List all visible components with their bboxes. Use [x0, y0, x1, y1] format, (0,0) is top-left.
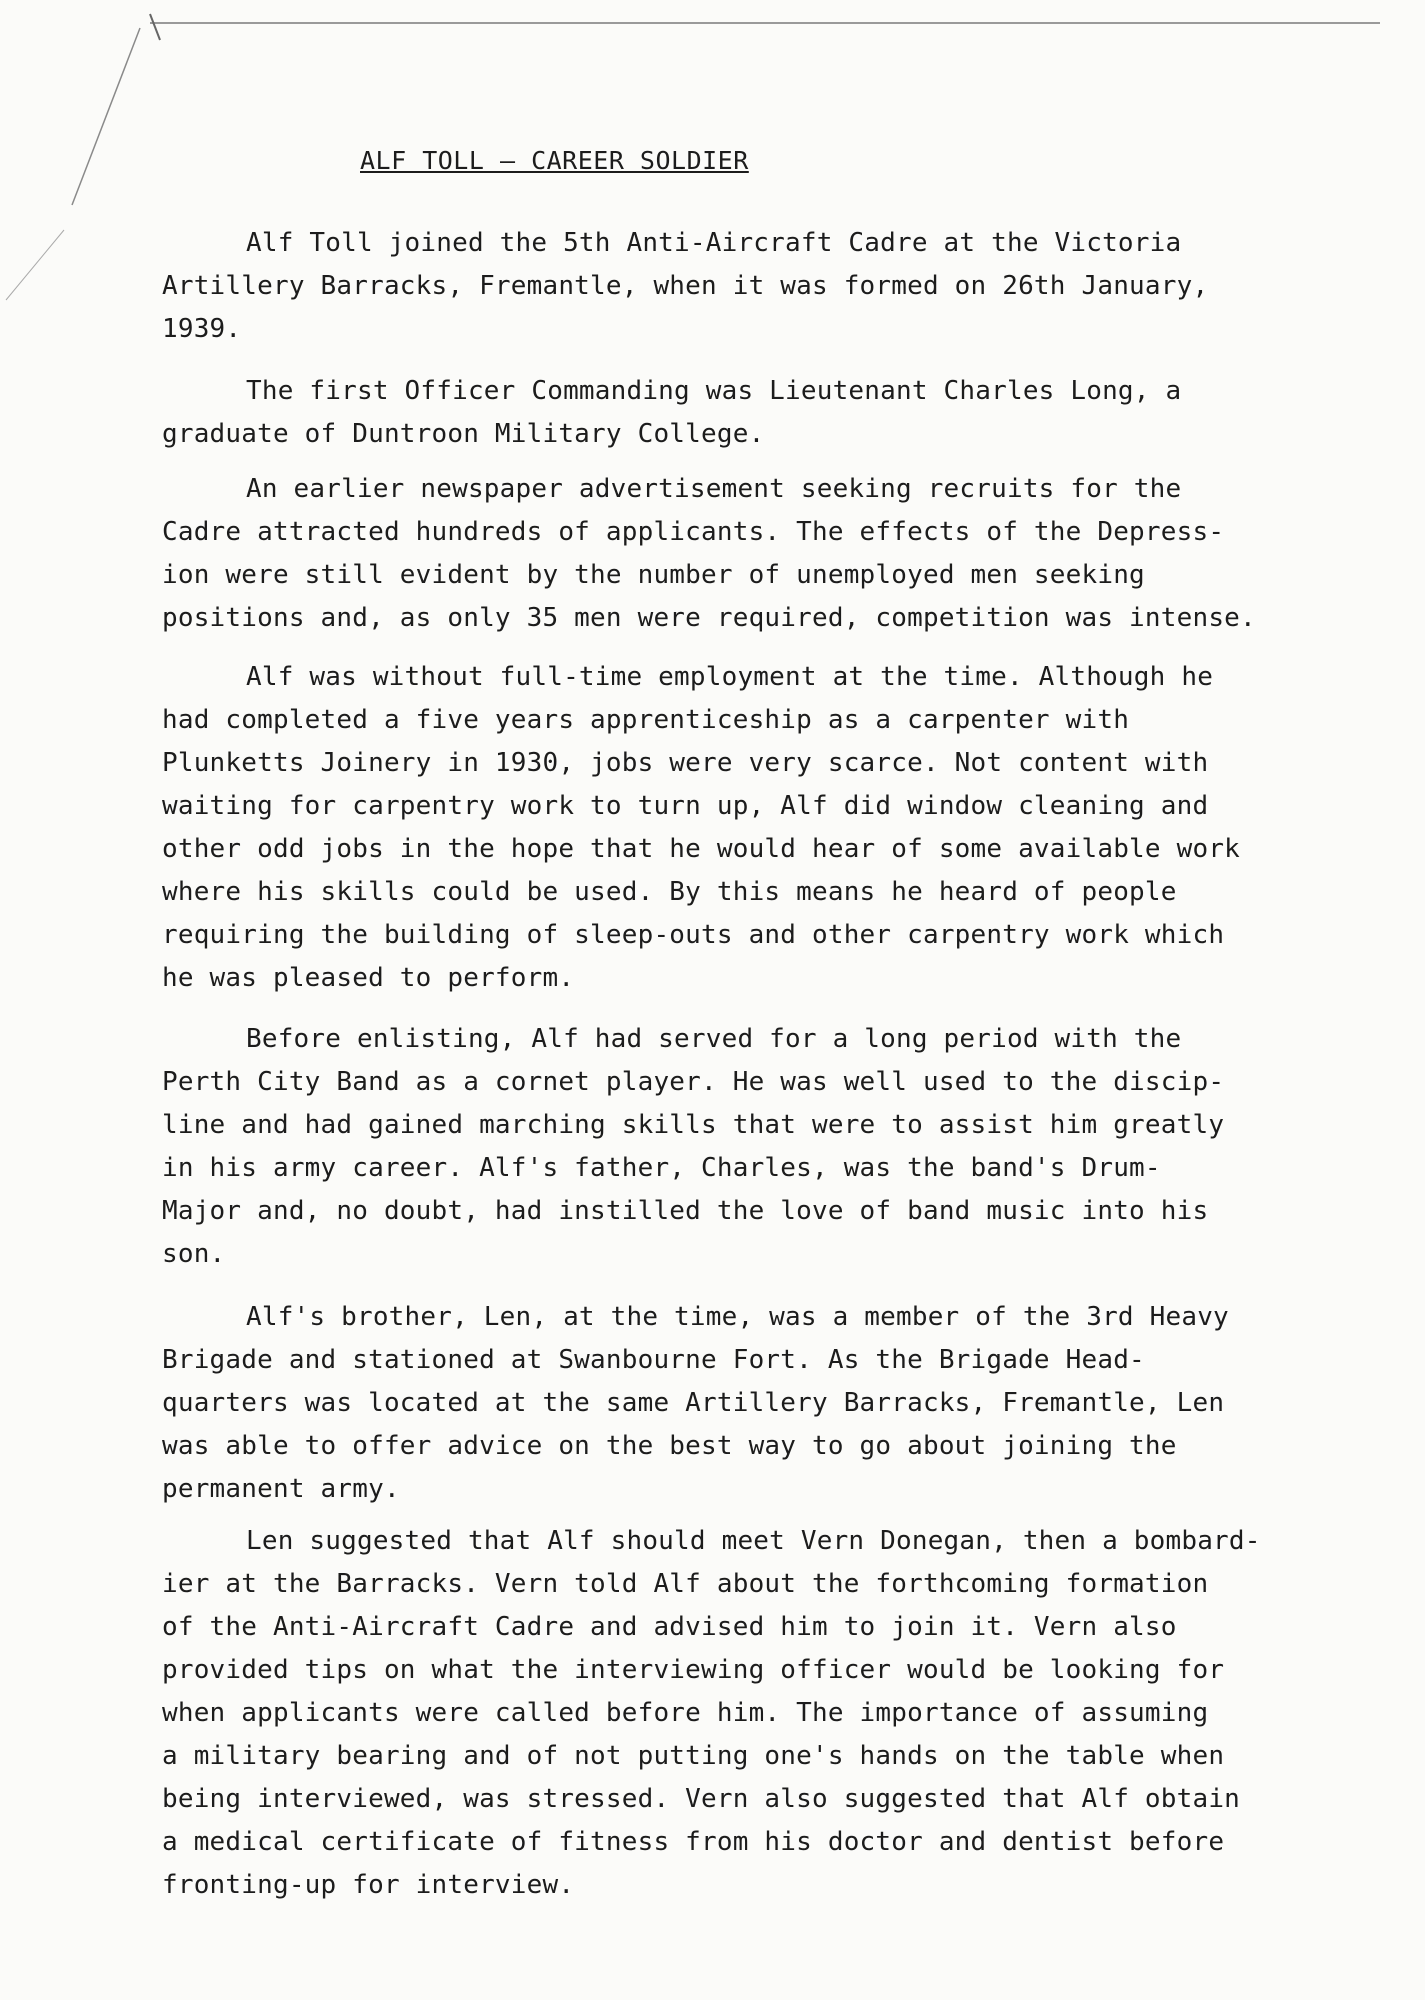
paragraph-4: Alf was without full-time employment at the time. Although he had completed a five years apprenticeship as a carpenter with Plunketts Joinery in 1930, jobs were very scarce. Not content with waiting for carpentry work to turn up, Alf did window cleaning and other odd jobs in the hope that he would hear of some available work where his skills could be used. By this means he heard of people requiring the building of sleep-outs and other carpentry work which he was pleased to perform. [162, 662, 1241, 993]
paragraph-2: The first Officer Commanding was Lieutenant Charles Long, a graduate of Duntroon Military College. [162, 376, 1182, 449]
paragraph-3: An earlier newspaper advertisement seeking recruits for the Cadre attracted hundreds of applicants. The effects of the Depress- ion were still evident by the number of unemployed men seeking positions and, as only 35 men were required, competition was intense. [162, 474, 1256, 633]
paragraph-6: Alf's brother, Len, at the time, was a member of the 3rd Heavy Brigade and stationed at Swanbourne Fort. As the Brigade Head- quarters was located at the same Artillery Barracks, Fremantle, Len was able to offer advice on the best way to go about joining the permanent army. [162, 1302, 1229, 1504]
paragraph-7: Len suggested that Alf should meet Vern Donegan, then a bombard- ier at the Barracks. Vern told Alf about the forthcoming formation of the Anti-Aircraft Cadre and advised him to join it. Vern also provided tips on what the interviewing officer would be looking for when applicants were called before him. The importance of assuming a military bearing and of not putting one's hands on the table when being interviewed, was stressed. Vern also suggested that Alf obtain a medical certificate of fitness from his doctor and dentist before fronting-up for interview. [162, 1526, 1261, 1900]
paragraph-5: Before enlisting, Alf had served for a long period with the Perth City Band as a cornet player. He was well used to the discip- line and had gained marching skills that were to assist him greatly in his army career. Alf's father, Charles, was the band's Drum- Major and, no doubt, had instilled the love of band music into his son. [162, 1024, 1225, 1269]
paragraph-1: Alf Toll joined the 5th Anti-Aircraft Cadre at the Victoria Artillery Barracks, Fremantle, when it was formed on 26th January, 1939. [162, 228, 1209, 344]
document-title: ALF TOLL — CAREER SOLDIER [360, 146, 749, 175]
